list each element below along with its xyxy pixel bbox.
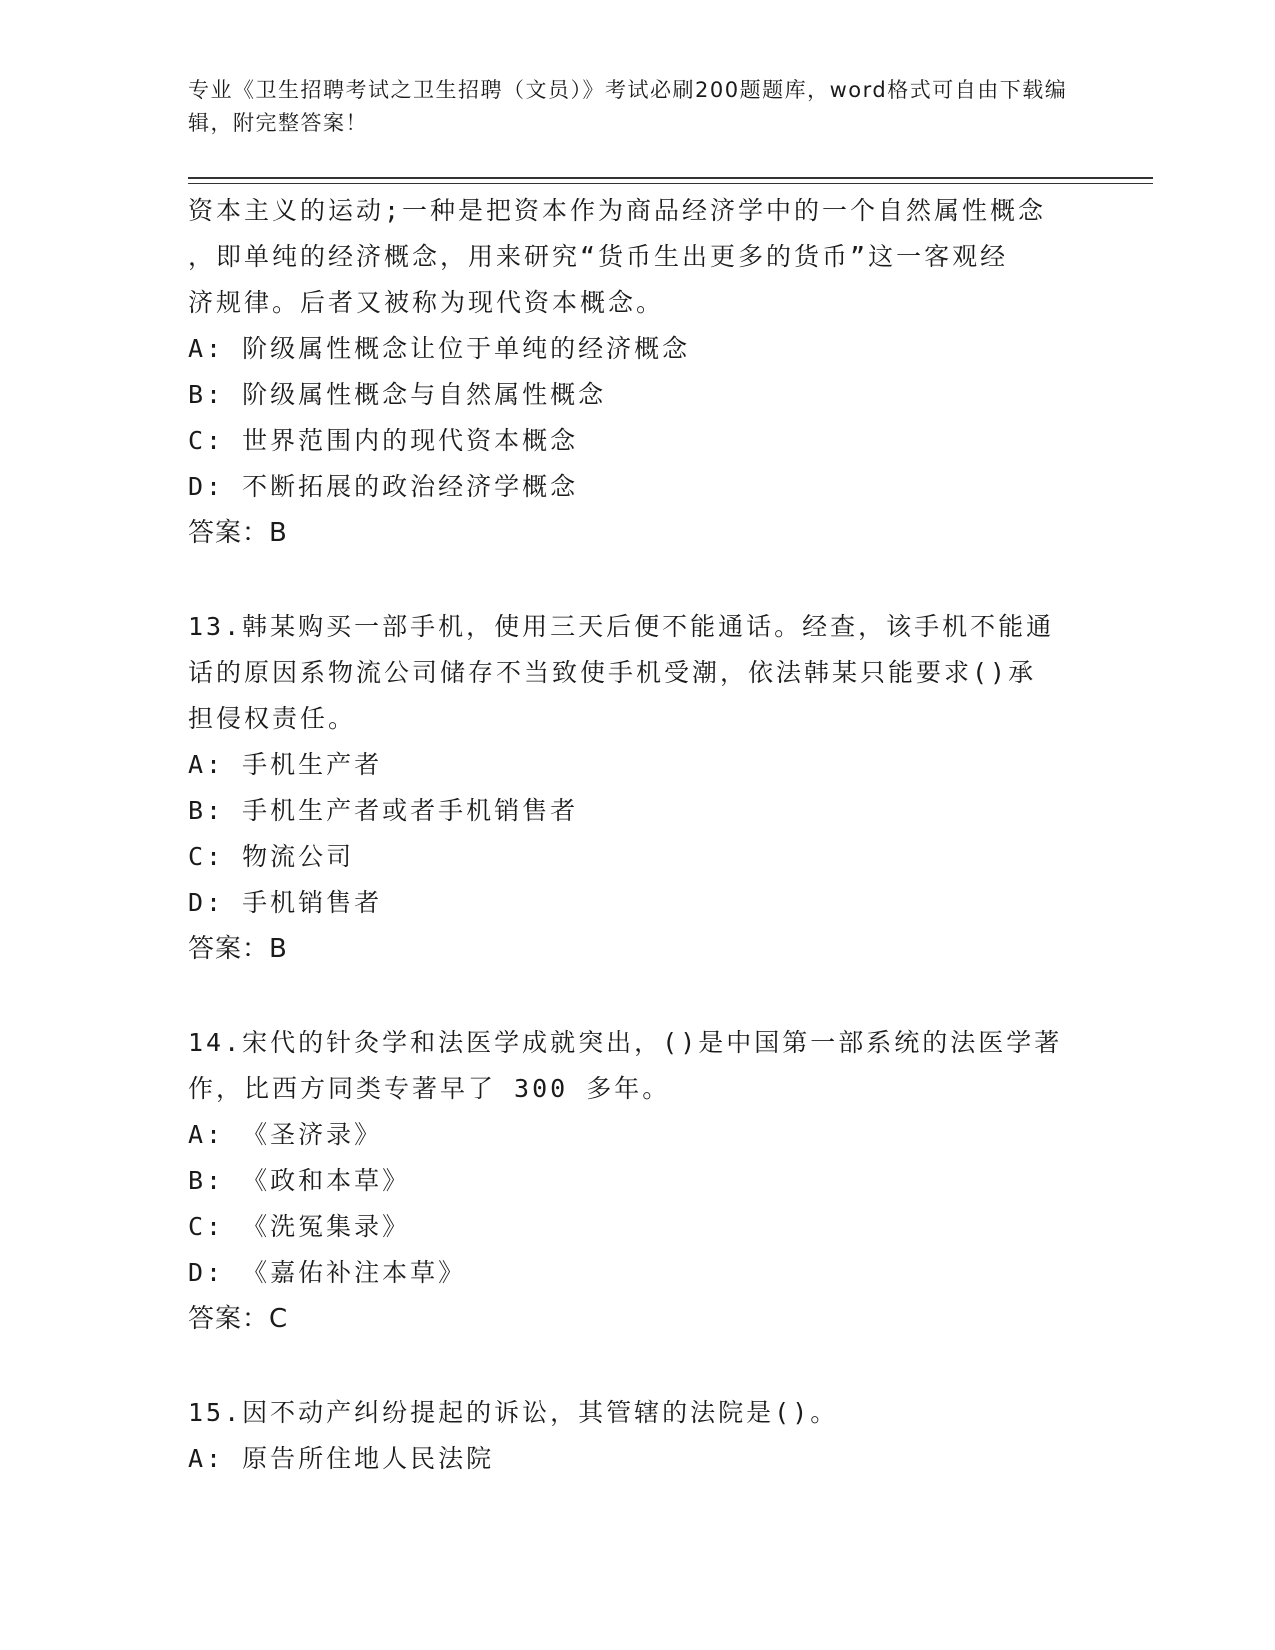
- question-content: [188, 188, 1088, 1482]
- answer: 答案：C: [188, 1304, 289, 1334]
- option-a: A: 阶级属性概念让位于单纯的经济概念: [188, 334, 691, 363]
- spacer: [188, 1342, 1088, 1390]
- question-14: [188, 1020, 1088, 1342]
- question-text-line: 14.宋代的针灸学和法医学成就突出，()是中国第一部系统的法医学著: [188, 1028, 1063, 1057]
- option-c: C: 《洗冤集录》: [188, 1212, 411, 1241]
- question-15: [188, 1390, 1088, 1482]
- answer: 答案：B: [188, 934, 288, 964]
- question-12: [188, 188, 1088, 556]
- question-text-line: ，即单纯的经济概念，用来研究“货币生出更多的货币”这一客观经: [188, 242, 1009, 271]
- answer: 答案：B: [188, 518, 288, 548]
- question-text-line: 15.因不动产纠纷提起的诉讼，其管辖的法院是()。: [188, 1398, 839, 1427]
- option-a: A: 原告所住地人民法院: [188, 1444, 495, 1473]
- header-rule-thick: [188, 177, 1153, 179]
- option-d: D: 手机销售者: [188, 888, 383, 917]
- document-header: [188, 74, 1068, 140]
- option-d: D: 《嘉佑补注本草》: [188, 1258, 467, 1287]
- spacer: [188, 556, 1088, 604]
- option-b: B: 阶级属性概念与自然属性概念: [188, 380, 607, 409]
- header-text: 专业《卫生招聘考试之卫生招聘（文员）》考试必刷200题题库，word格式可自由下载编辑，附完整答案！: [188, 78, 1068, 135]
- question-text-line: 13.韩某购买一部手机，使用三天后便不能通话。经查，该手机不能通: [188, 612, 1055, 641]
- option-a: A: 手机生产者: [188, 750, 383, 779]
- question-13: [188, 604, 1088, 972]
- option-c: C: 世界范围内的现代资本概念: [188, 426, 579, 455]
- question-text-line: 担侵权责任。: [188, 704, 357, 733]
- spacer: [188, 972, 1088, 1020]
- question-text-line: 资本主义的运动;一种是把资本作为商品经济学中的一个自然属性概念: [188, 196, 1047, 225]
- question-text-line: 济规律。后者又被称为现代资本概念。: [188, 288, 665, 317]
- header-rule-thin: [188, 183, 1153, 184]
- option-b: B: 《政和本草》: [188, 1166, 411, 1195]
- option-b: B: 手机生产者或者手机销售者: [188, 796, 579, 825]
- option-a: A: 《圣济录》: [188, 1120, 383, 1149]
- question-text-line: 话的原因系物流公司储存不当致使手机受潮，依法韩某只能要求()承: [188, 658, 1037, 687]
- option-d: D: 不断拓展的政治经济学概念: [188, 472, 579, 501]
- question-text-line: 作，比西方同类专著早了 300 多年。: [188, 1074, 671, 1103]
- option-c: C: 物流公司: [188, 842, 355, 871]
